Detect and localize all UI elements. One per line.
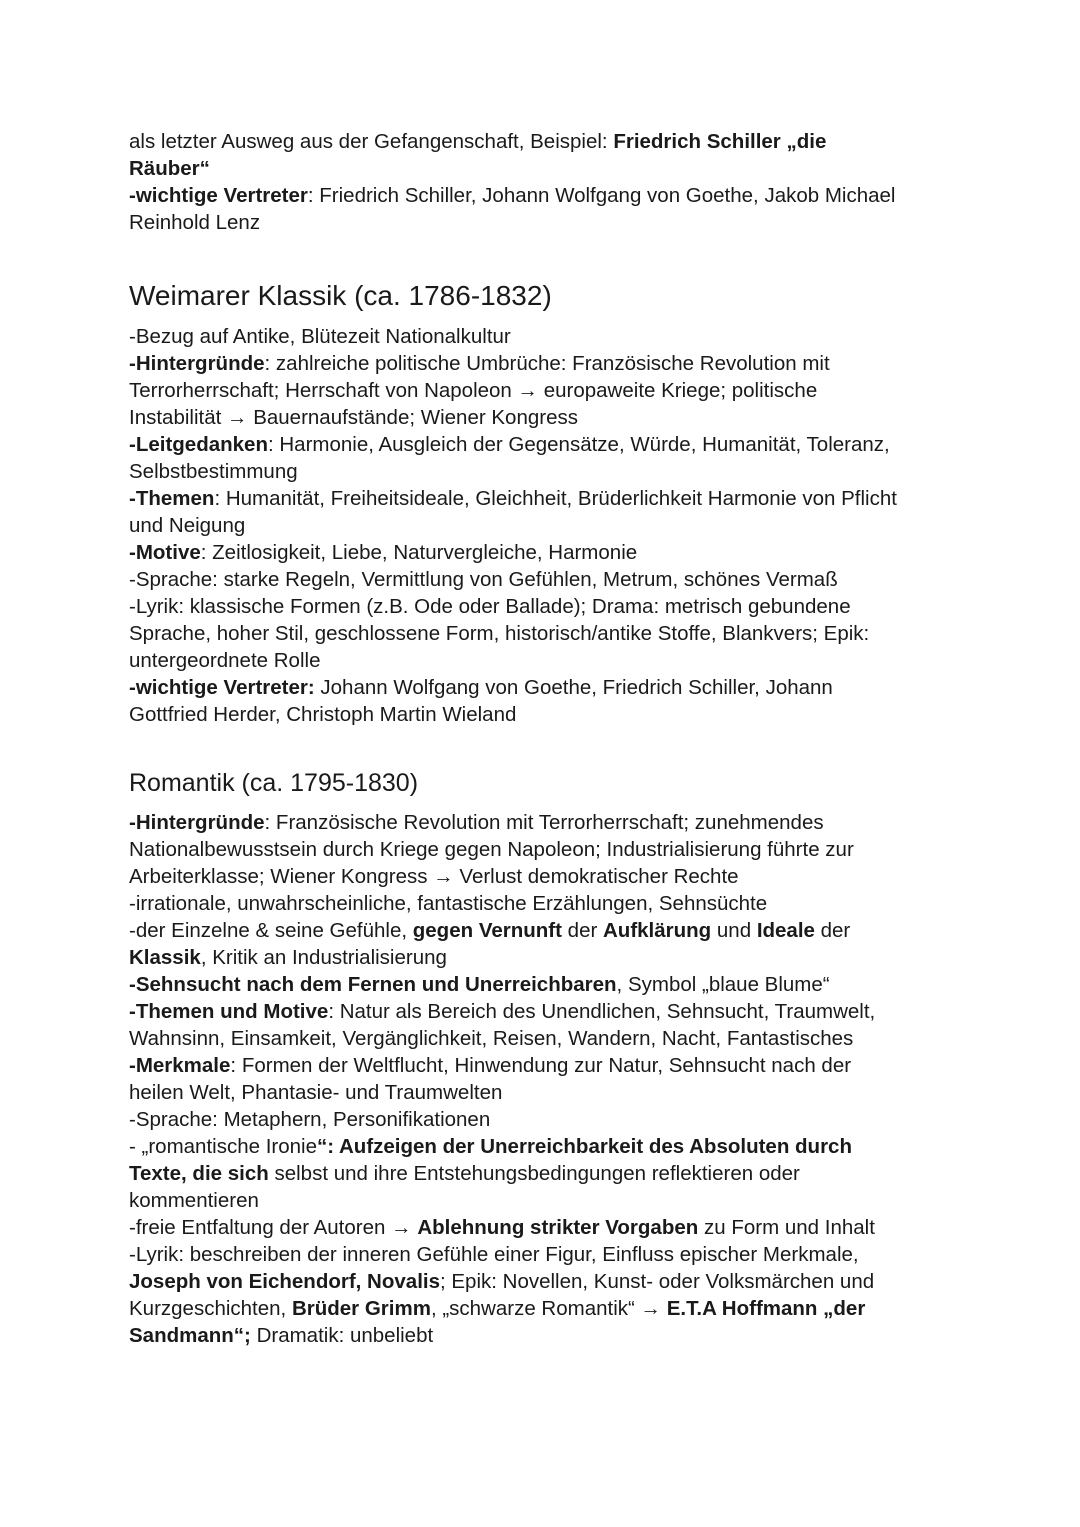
bold-text: -Leitgedanken bbox=[129, 433, 268, 456]
text-line bbox=[129, 485, 959, 512]
text-line bbox=[129, 1241, 959, 1268]
text-run: Gottfried Herder, Christoph Martin Wieland bbox=[129, 703, 517, 726]
text-line bbox=[129, 1160, 959, 1187]
text-run: -Lyrik: beschreiben der inneren Gefühle einer Figur, Einfluss epischer Merkmale, bbox=[129, 1243, 859, 1266]
text-line bbox=[129, 1052, 959, 1079]
text-run: : Humanität, Freiheitsideale, Gleichheit, Brüderlichkeit Harmonie von Pflicht bbox=[214, 487, 897, 510]
text-run: Johann Wolfgang von Goethe, Friedrich Schiller, Johann bbox=[314, 676, 833, 699]
text-run: : Formen der Weltflucht, Hinwendung zur Natur, Sehnsucht nach der bbox=[230, 1054, 852, 1077]
bold-text: -Hintergründe bbox=[129, 352, 265, 375]
text-line bbox=[129, 971, 959, 998]
bold-text: E.T.A Hoffmann „der bbox=[666, 1297, 866, 1320]
text-line bbox=[129, 1322, 959, 1349]
text-run: , „schwarze Romantik“ → bbox=[430, 1297, 667, 1320]
text-run: : Friedrich Schiller, Johann Wolfgang von Goethe, Jakob Michael bbox=[307, 184, 896, 207]
text-line bbox=[129, 1268, 959, 1295]
document-content bbox=[129, 128, 959, 1349]
section-heading-romantik: Romantik (ca. 1795-1830) bbox=[129, 769, 419, 797]
text-run: der bbox=[814, 919, 851, 942]
text-line bbox=[129, 1133, 959, 1160]
bold-text: -Themen und Motive bbox=[129, 1000, 329, 1023]
text-run: : Natur als Bereich des Unendlichen, Sehnsucht, Traumwelt, bbox=[328, 1000, 876, 1023]
text-run: untergeordnete Rolle bbox=[129, 649, 321, 672]
bold-text: Ablehnung strikter Vorgaben bbox=[417, 1216, 699, 1239]
text-run: Terrorherrschaft; Herrschaft von Napoleon → europaweite Kriege; politische bbox=[129, 379, 818, 402]
bold-text: Aufklärung bbox=[603, 919, 712, 942]
text-run: und Neigung bbox=[129, 514, 246, 537]
bold-text: -Merkmale bbox=[129, 1054, 231, 1077]
text-run: als letzter Ausweg aus der Gefangenschaft, Beispiel: bbox=[129, 130, 614, 153]
text-run: -Bezug auf Antike, Blütezeit Nationalkultur bbox=[129, 325, 511, 348]
text-line bbox=[129, 1214, 959, 1241]
text-run: Arbeiterklasse; Wiener Kongress → Verlust demokratischer Rechte bbox=[129, 865, 739, 888]
bold-text: -Motive bbox=[129, 541, 201, 564]
text-line bbox=[129, 593, 959, 620]
text-run: -freie Entfaltung der Autoren → bbox=[129, 1216, 418, 1239]
bold-text: Ideale bbox=[756, 919, 815, 942]
klassik-section bbox=[129, 323, 959, 728]
text-line bbox=[129, 647, 959, 674]
text-line bbox=[129, 350, 959, 377]
text-line bbox=[129, 377, 959, 404]
text-run: -der Einzelne & seine Gefühle, bbox=[129, 919, 413, 942]
text-line bbox=[129, 1079, 959, 1106]
text-line bbox=[129, 209, 959, 236]
text-run: -Sprache: Metaphern, Personifikationen bbox=[129, 1108, 491, 1131]
text-run: selbst und ihre Entstehungsbedingungen reflektieren oder bbox=[268, 1162, 800, 1185]
bold-text: -Themen bbox=[129, 487, 215, 510]
text-line bbox=[129, 512, 959, 539]
text-run: : Harmonie, Ausgleich der Gegensätze, Würde, Humanität, Toleranz, bbox=[267, 433, 890, 456]
text-run: heilen Welt, Phantasie- und Traumwelten bbox=[129, 1081, 503, 1104]
text-line bbox=[129, 944, 959, 971]
bold-text: Friedrich Schiller „die bbox=[613, 130, 827, 153]
text-line bbox=[129, 917, 959, 944]
text-line bbox=[129, 701, 959, 728]
bold-text: Klassik bbox=[129, 946, 201, 969]
text-line bbox=[129, 809, 959, 836]
text-run: kommentieren bbox=[129, 1189, 259, 1212]
text-run: Instabilität → Bauernaufstände; Wiener Kongress bbox=[129, 406, 578, 429]
text-run: , Symbol „blaue Blume“ bbox=[616, 973, 830, 996]
text-run: Reinhold Lenz bbox=[129, 211, 261, 234]
text-line bbox=[129, 998, 959, 1025]
text-line bbox=[129, 836, 959, 863]
text-run: Kurzgeschichten, bbox=[129, 1297, 292, 1320]
text-run: -irrationale, unwahrscheinliche, fantastische Erzählungen, Sehnsüchte bbox=[129, 892, 768, 915]
bold-text: “: Aufzeigen der Unerreichbarkeit des Absoluten durch bbox=[316, 1135, 852, 1158]
text-run: , Kritik an Industrialisierung bbox=[200, 946, 447, 969]
text-line bbox=[129, 458, 959, 485]
text-line bbox=[129, 1187, 959, 1214]
text-run: ; Epik: Novellen, Kunst- oder Volksmärchen und bbox=[439, 1270, 875, 1293]
bold-text: gegen Vernunft bbox=[412, 919, 562, 942]
bold-text: Sandmann“; bbox=[129, 1324, 251, 1347]
text-run: und bbox=[711, 919, 757, 942]
text-line bbox=[129, 1106, 959, 1133]
text-line bbox=[129, 404, 959, 431]
text-run: - „romantische Ironie bbox=[129, 1135, 317, 1158]
text-run: : Französische Revolution mit Terrorherrschaft; zunehmendes bbox=[264, 811, 824, 834]
bold-text: Texte, die sich bbox=[129, 1162, 269, 1185]
text-run: Dramatik: unbeliebt bbox=[250, 1324, 434, 1347]
text-line bbox=[129, 674, 959, 701]
text-line bbox=[129, 431, 959, 458]
text-line bbox=[129, 539, 959, 566]
text-run: Selbstbestimmung bbox=[129, 460, 298, 483]
text-line bbox=[129, 863, 959, 890]
bold-text: Brüder Grimm bbox=[291, 1297, 431, 1320]
text-line bbox=[129, 890, 959, 917]
bold-text: -wichtige Vertreter bbox=[129, 184, 308, 207]
text-run: : zahlreiche politische Umbrüche: Französische Revolution mit bbox=[264, 352, 830, 375]
text-line bbox=[129, 1025, 959, 1052]
text-run: der bbox=[561, 919, 603, 942]
text-line bbox=[129, 566, 959, 593]
romantik-section bbox=[129, 809, 959, 1349]
bold-text: -Sehnsucht nach dem Fernen und Unerreichbaren bbox=[129, 973, 617, 996]
text-run: Nationalbewusstsein durch Kriege gegen Napoleon; Industrialisierung führte zur bbox=[129, 838, 854, 861]
bold-text: -wichtige Vertreter: bbox=[129, 676, 315, 699]
text-line bbox=[129, 128, 959, 155]
text-run: -Sprache: starke Regeln, Vermittlung von Gefühlen, Metrum, schönes Vermaß bbox=[129, 568, 838, 591]
text-run: : Zeitlosigkeit, Liebe, Naturvergleiche, Harmonie bbox=[200, 541, 638, 564]
text-line bbox=[129, 155, 959, 182]
text-run: -Lyrik: klassische Formen (z.B. Ode oder Ballade); Drama: metrisch gebundene bbox=[129, 595, 851, 618]
intro-section bbox=[129, 128, 959, 236]
text-line bbox=[129, 1295, 959, 1322]
text-run: Sprache, hoher Stil, geschlossene Form, historisch/antike Stoffe, Blankvers; Epik: bbox=[129, 622, 870, 645]
text-line bbox=[129, 323, 959, 350]
bold-text: Räuber“ bbox=[129, 157, 210, 180]
text-run: Wahnsinn, Einsamkeit, Vergänglichkeit, Reisen, Wandern, Nacht, Fantastisches bbox=[129, 1027, 854, 1050]
bold-text: -Hintergründe bbox=[129, 811, 265, 834]
text-run: zu Form und Inhalt bbox=[698, 1216, 875, 1239]
text-line bbox=[129, 182, 959, 209]
section-heading-weimarer-klassik: Weimarer Klassik (ca. 1786-1832) bbox=[129, 280, 552, 311]
bold-text: Joseph von Eichendorf, Novalis bbox=[129, 1270, 440, 1293]
text-line bbox=[129, 620, 959, 647]
